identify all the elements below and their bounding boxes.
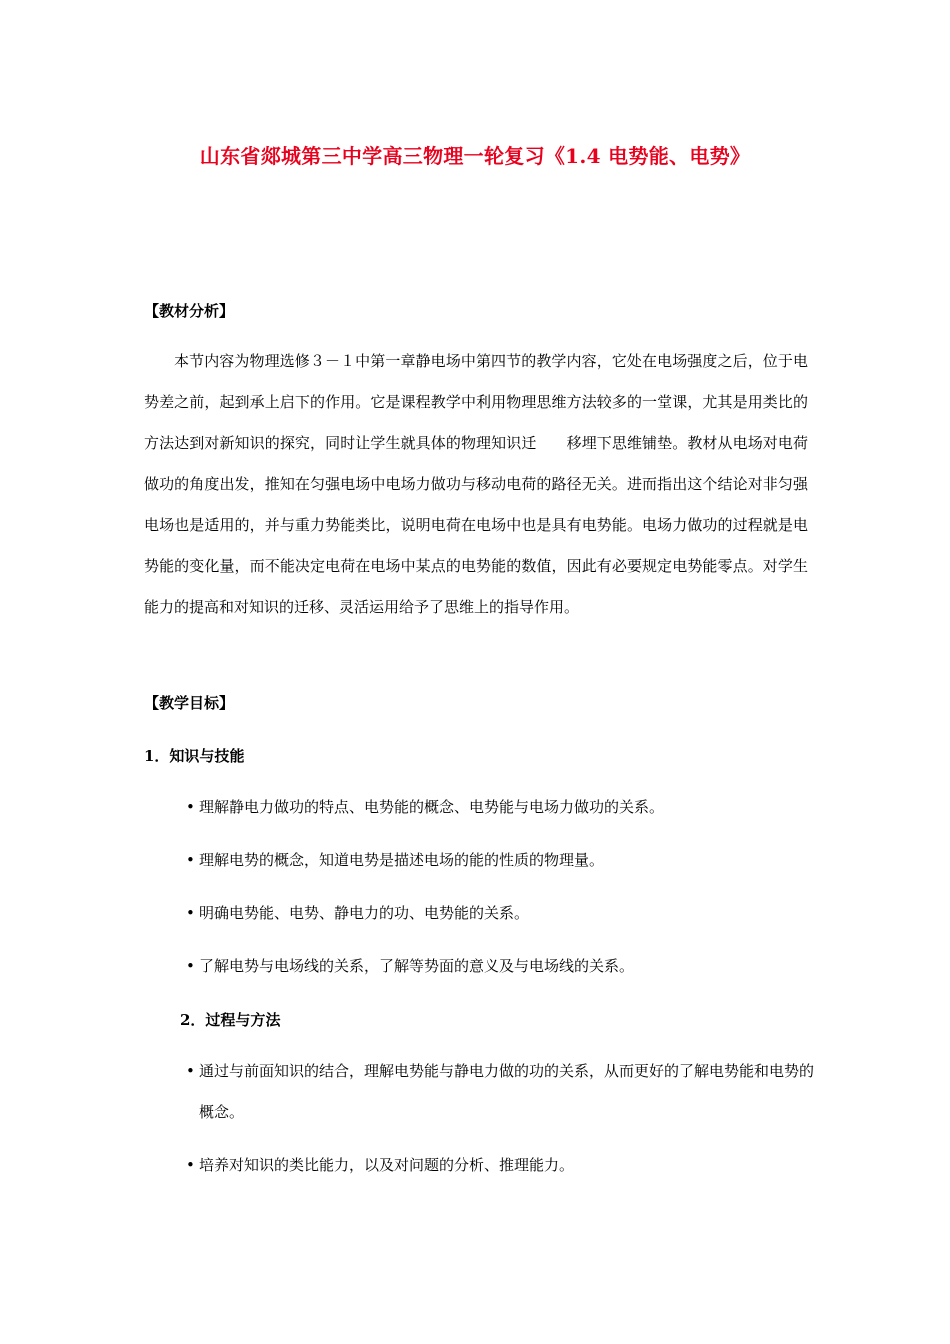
subheading-process-method: 2．过程与方法 [180, 1011, 281, 1029]
bullet-icon: • [186, 1156, 195, 1174]
list-item-text: 通过与前面知识的结合，理解电势能与静电力做的功的关系，从而更好的了解电势能和电势的概念。 [199, 1062, 815, 1121]
section-heading-objectives: 【教学目标】 [144, 694, 235, 712]
bullet-icon: • [186, 798, 195, 816]
list-item-text: 明确电势能、电势、静电力的功、电势能的关系。 [199, 904, 530, 922]
bullet-icon: • [186, 904, 195, 922]
list-item [186, 1145, 821, 1186]
list-item-text: 理解静电力做功的特点、电势能的概念、电势能与电场力做功的关系。 [199, 798, 665, 816]
list-item-text: 了解电势与电场线的关系，了解等势面的意义及与电场线的关系。 [199, 957, 635, 975]
list-item [186, 787, 821, 828]
list-item [186, 946, 821, 987]
list-item [186, 1051, 821, 1133]
bullet-icon: • [186, 851, 195, 869]
section-heading-analysis: 【教材分析】 [144, 302, 235, 320]
analysis-paragraph: 本节内容为物理选修３－１中第一章静电场中第四节的教学内容，它处在电场强度之后，位于电势差之前，起到承上启下的作用。它是课程教学中利用物理思维方法较多的一堂课，尤其是用类比的方法达到对新知识的探究，同时让学生就具体的物理知识迁 移埋下思维铺垫。教材从电场对电荷做功的角度出发，推知在匀强电场中电场力做功与移动电荷的路径无关。进而指出这个结论对非匀强电场也是适用的，并与重力势能类比，说明电荷在电场中也是具有电势能。电场力做功的过程就是电势能的变化量，而不能决定电荷在电场中某点的电势能的数值，因此有必要规定电势能零点。对学生能力的提高和对知识的迁移、灵活运用给予了思维上的指导作用。 [144, 352, 808, 616]
document-title: 山东省郯城第三中学高三物理一轮复习《1.4 电势能、电势》 [199, 144, 751, 168]
list-item [186, 893, 821, 934]
subheading-knowledge-skills: 1．知识与技能 [144, 747, 245, 765]
bullet-icon: • [186, 1062, 195, 1080]
list-item-text: 培养对知识的类比能力，以及对问题的分析、推理能力。 [199, 1156, 575, 1174]
list-item [186, 840, 821, 881]
bullet-icon: • [186, 957, 195, 975]
list-item-text: 理解电势的概念，知道电势是描述电场的能的性质的物理量。 [199, 851, 605, 869]
